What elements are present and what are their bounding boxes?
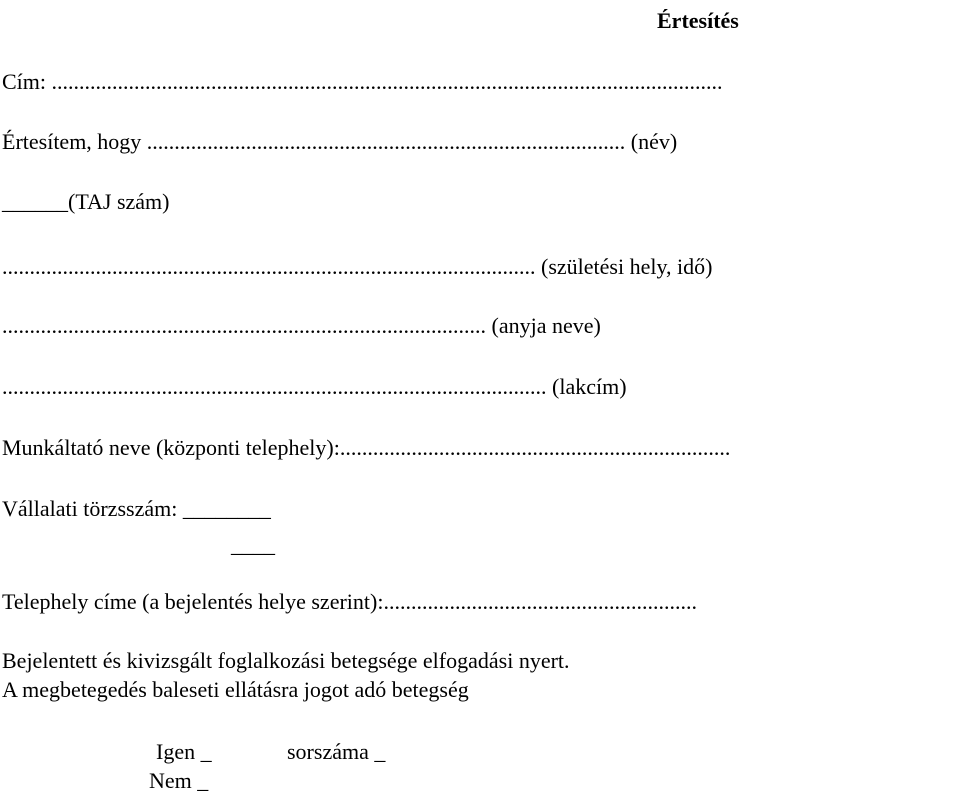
disease-statement-line: Bejelentett és kivizsgált foglalkozási betegsége elfogadási nyert. bbox=[2, 648, 570, 673]
option-yes: Igen _ bbox=[156, 739, 212, 764]
serial-number-label: sorszáma _ bbox=[287, 739, 386, 764]
notify-name-line: Értesítem, hogy ....................................................................................... (név) bbox=[2, 129, 678, 154]
registry-continuation-line: ____ bbox=[231, 532, 275, 557]
employer-name-line: Munkáltató neve (központi telephely):....................................................................... bbox=[2, 435, 731, 460]
company-registry-line: Vállalati törzsszám: ________ bbox=[2, 496, 271, 521]
entitlement-statement-line: A megbetegedés baleseti ellátásra jogot adó betegség bbox=[2, 677, 469, 702]
option-no: Nem _ bbox=[149, 768, 209, 793]
birth-place-date-line: ................................................................................................. (születési hely, idő) bbox=[2, 254, 713, 279]
address-line: Cím: .......................................................................................................................... bbox=[2, 69, 723, 94]
site-address-line: Telephely címe (a bejelentés helye szerint):......................................................... bbox=[2, 589, 697, 614]
residence-line: ................................................................................................... (lakcím) bbox=[2, 374, 627, 399]
document-title: Értesítés bbox=[657, 8, 739, 33]
mother-name-line: ........................................................................................ (anyja neve) bbox=[2, 313, 601, 338]
taj-number-line: ______(TAJ szám) bbox=[2, 189, 170, 214]
